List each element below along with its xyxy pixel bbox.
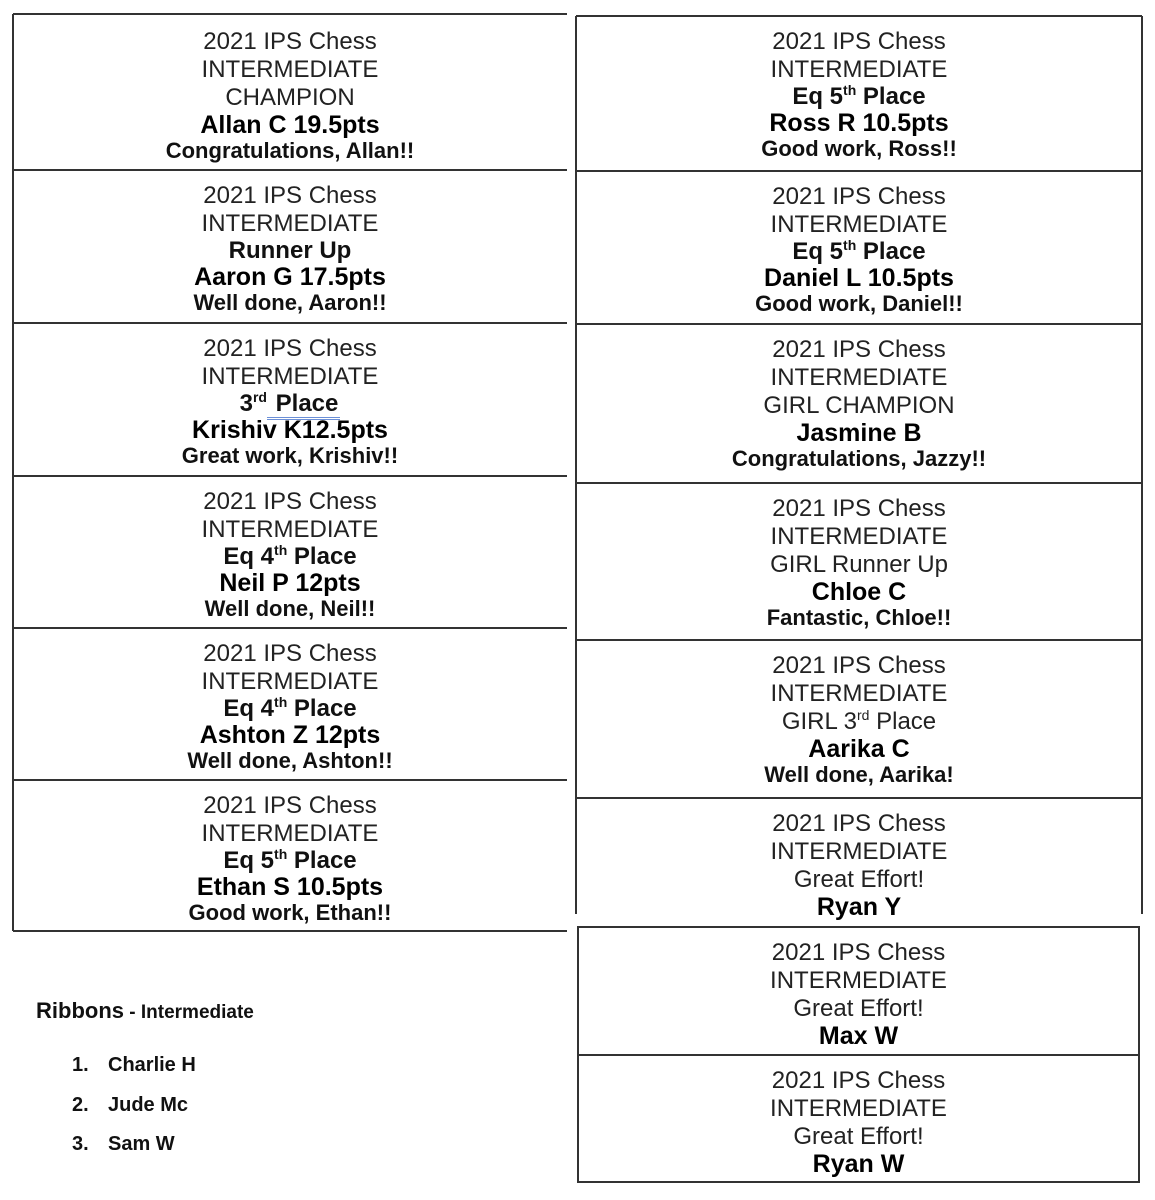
congrats-message: Congratulations, Allan!! (165, 138, 415, 163)
award-card-ross (576, 16, 1142, 171)
winner-name: Ryan W (812, 1150, 905, 1178)
winner-name: Chloe C (811, 578, 907, 606)
place-label: Eq 5th Place (223, 846, 357, 874)
ribbons-subtitle: - Intermediate (124, 1002, 254, 1023)
division-label: INTERMEDIATE (770, 56, 948, 83)
place-label: Great Effort! (793, 866, 925, 893)
winner-name: Ross R 10.5pts (769, 109, 949, 137)
division-label: INTERMEDIATE (770, 211, 948, 238)
division-label: INTERMEDIATE (770, 1095, 947, 1122)
event-title: 2021 IPS Chess (771, 939, 946, 966)
event-title: 2021 IPS Chess (772, 652, 946, 679)
congrats-message: Good work, Daniel!! (755, 291, 963, 316)
division-label: INTERMEDIATE (201, 516, 379, 543)
division-label: INTERMEDIATE (770, 523, 948, 550)
event-title: 2021 IPS Chess (203, 488, 377, 515)
division-label: INTERMEDIATE (770, 838, 948, 865)
division-label: INTERMEDIATE (770, 364, 948, 391)
place-label: GIRL Runner Up (770, 551, 948, 578)
place-label: Eq 5th Place (792, 82, 926, 110)
ribbon-name: Jude Mc (108, 1094, 189, 1116)
award-card-ashton (13, 628, 567, 780)
winner-name: Ashton Z 12pts (199, 721, 381, 749)
division-label: INTERMEDIATE (201, 56, 379, 83)
ribbon-name: Charlie H (108, 1054, 196, 1076)
winner-name: Daniel L 10.5pts (764, 264, 954, 292)
division-label: INTERMEDIATE (201, 668, 379, 695)
congrats-message: Well done, Ashton!! (187, 748, 393, 773)
place-label: GIRL 3rd Place (781, 707, 937, 735)
place-label: Eq 4th Place (223, 542, 357, 570)
congrats-message: Fantastic, Chloe!! (766, 605, 952, 630)
event-title: 2021 IPS Chess (772, 810, 946, 837)
award-card-aaron (13, 170, 567, 323)
event-title: 2021 IPS Chess (203, 28, 377, 55)
event-title: 2021 IPS Chess (203, 792, 377, 819)
ribbons-title: Ribbons (36, 998, 124, 1023)
award-card-ryan-w (578, 1055, 1139, 1182)
place-label: GIRL CHAMPION (763, 392, 955, 419)
winner-name: Allan C 19.5pts (200, 111, 380, 139)
winner-name: Neil P 12pts (219, 569, 361, 597)
ribbon-name: Sam W (108, 1133, 175, 1155)
award-card-max (578, 927, 1139, 1055)
winner-name: Jasmine B (796, 419, 922, 447)
congrats-message: Well done, Aaron!! (193, 290, 387, 315)
award-card-ethan (13, 780, 567, 931)
award-card-chloe (576, 483, 1142, 640)
place-label: Runner Up (228, 237, 352, 264)
award-card-jasmine (576, 324, 1142, 483)
place-label: CHAMPION (225, 84, 355, 111)
ribbon-number: 2. (72, 1094, 89, 1116)
award-card-daniel (576, 171, 1142, 324)
congrats-message: Great work, Krishiv!! (181, 443, 399, 468)
award-card-ryan-y (576, 798, 1142, 921)
award-card-allan (13, 14, 567, 170)
event-title: 2021 IPS Chess (203, 182, 377, 209)
ribbons-heading (36, 998, 254, 1024)
winner-name: Ryan Y (816, 893, 902, 921)
congrats-message: Congratulations, Jazzy!! (731, 446, 987, 471)
award-card-krishiv (13, 323, 567, 476)
congrats-message: Good work, Ethan!! (188, 900, 392, 925)
place-label: Eq 5th Place (792, 237, 926, 265)
event-title: 2021 IPS Chess (772, 336, 946, 363)
event-title: 2021 IPS Chess (772, 183, 946, 210)
winner-name: Ethan S 10.5pts (196, 873, 384, 901)
event-title: 2021 IPS Chess (771, 1067, 946, 1094)
division-label: INTERMEDIATE (201, 210, 379, 237)
congrats-message: Well done, Aarika! (764, 762, 954, 787)
award-card-aarika (576, 640, 1142, 798)
ribbon-list-item (72, 1094, 188, 1117)
place-label: Great Effort! (793, 995, 924, 1022)
division-label: INTERMEDIATE (201, 820, 379, 847)
winner-name: Aarika C (808, 735, 910, 763)
award-card-neil (13, 476, 567, 628)
division-label: INTERMEDIATE (201, 363, 379, 390)
winner-name: Krishiv K12.5pts (192, 416, 388, 444)
ribbon-list-item (72, 1133, 175, 1156)
event-title: 2021 IPS Chess (772, 28, 946, 55)
event-title: 2021 IPS Chess (772, 495, 946, 522)
event-title: 2021 IPS Chess (203, 335, 377, 362)
ribbon-list-item (72, 1054, 196, 1077)
place-label: Great Effort! (793, 1123, 924, 1150)
congrats-message: Well done, Neil!! (204, 596, 376, 621)
division-label: INTERMEDIATE (770, 967, 947, 994)
ribbon-number: 3. (72, 1133, 89, 1155)
division-label: INTERMEDIATE (770, 680, 948, 707)
ribbon-number: 1. (72, 1054, 89, 1076)
event-title: 2021 IPS Chess (203, 640, 377, 667)
winner-name: Aaron G 17.5pts (194, 263, 386, 291)
place-label: 3rd Place (240, 391, 341, 417)
winner-name: Max W (818, 1022, 899, 1050)
place-label: Eq 4th Place (223, 694, 357, 722)
congrats-message: Good work, Ross!! (761, 136, 957, 161)
